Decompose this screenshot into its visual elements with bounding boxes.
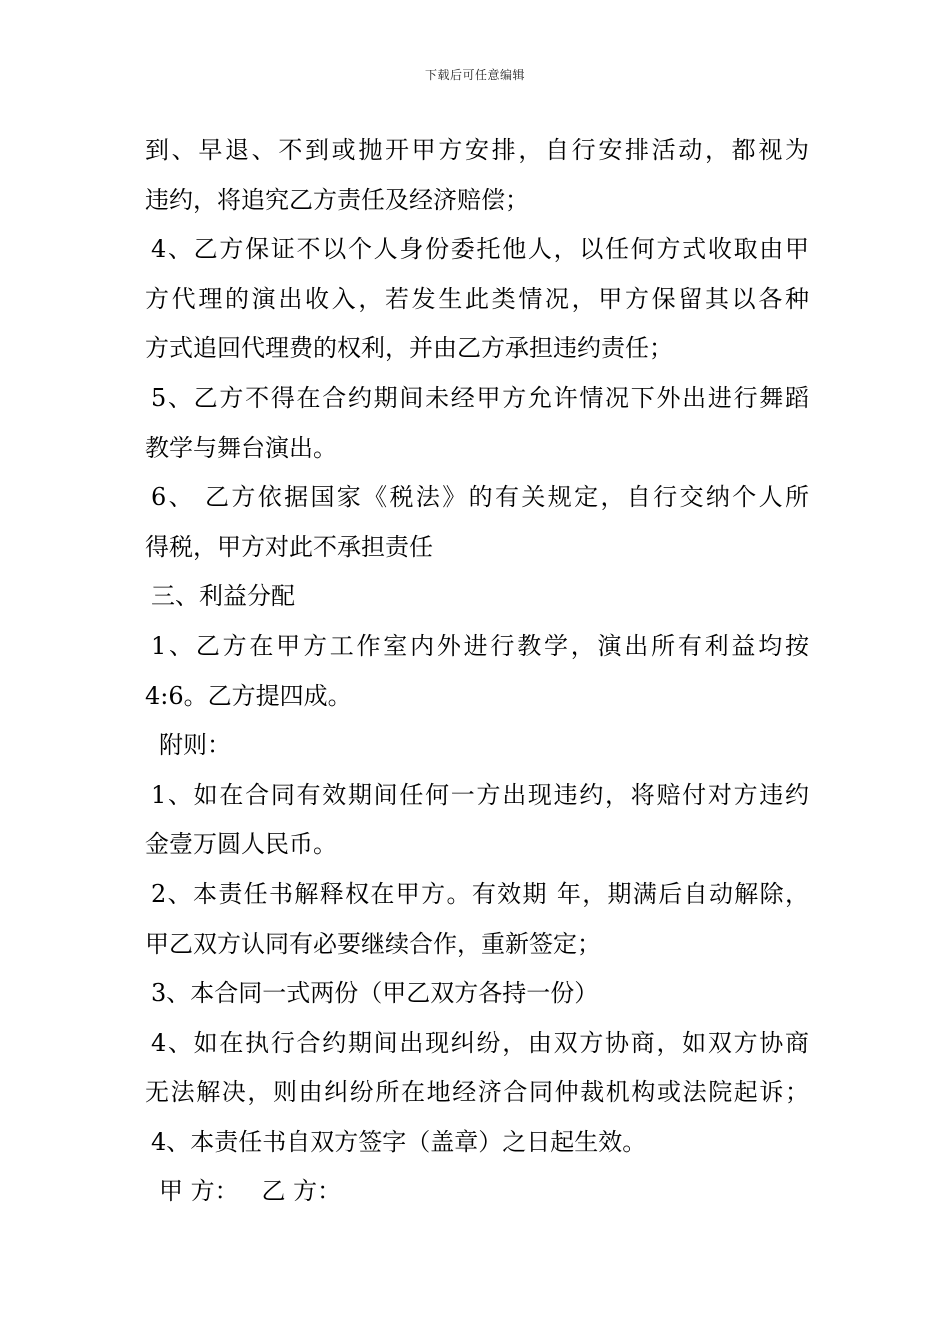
appendix-clause-4: 4、如在执行合约期间出现纠纷，由双方协商，如双方协商 [151, 1028, 809, 1057]
text-line: 金壹万圆人民币。 [145, 830, 337, 859]
text-line: 无法解决，则由纠纷所在地经济合同仲裁机构或法院起诉； [145, 1078, 809, 1107]
appendix-clause-1: 1、如在合同有效期间任何一方出现违约，将赔付对方违约 [151, 780, 809, 809]
profit-clause-1: 1、乙方在甲方工作室内外进行教学，演出所有利益均按 [151, 631, 809, 660]
text-line: 到、早退、不到或抛开甲方安排，自行安排活动，都视为 [145, 136, 809, 164]
appendix-clause-3: 3、本合同一式两份（甲乙双方各持一份） [151, 979, 599, 1008]
text-line: 方代理的演出收入，若发生此类情况，甲方保留其以各种 [145, 284, 809, 313]
appendix-clause-2: 2、本责任书解释权在甲方。有效期 年，期满后自动解除， [151, 879, 809, 908]
text-line: 4:6。乙方提四成。 [145, 681, 352, 710]
clause-6: 6、 乙方依据国家《税法》的有关规定，自行交纳个人所 [151, 483, 809, 512]
text-line: 教学与舞台演出。 [145, 433, 337, 462]
appendix-clause-4b: 4、本责任书自双方签字（盖章）之日起生效。 [151, 1127, 647, 1156]
text-line: 违约，将追究乙方责任及经济赔偿； [145, 185, 529, 214]
text-line: 甲乙双方认同有必要继续合作，重新签定； [145, 929, 601, 958]
text-line: 方式追回代理费的权利，并由乙方承担违约责任； [145, 334, 673, 363]
text-line: 得税，甲方对此不承担责任 [145, 532, 433, 561]
page-header: 下载后可任意编辑 [424, 68, 525, 82]
clause-5: 5、乙方不得在合约期间未经甲方允许情况下外出进行舞蹈 [151, 383, 809, 412]
clause-4: 4、乙方保证不以个人身份委托他人，以任何方式收取由甲 [151, 235, 809, 264]
contract-body [145, 126, 815, 1217]
section-heading-appendix: 附则： [159, 731, 231, 760]
signature-line: 甲 方： 乙 方： [159, 1177, 342, 1206]
section-heading-profit: 三、利益分配 [151, 582, 295, 611]
